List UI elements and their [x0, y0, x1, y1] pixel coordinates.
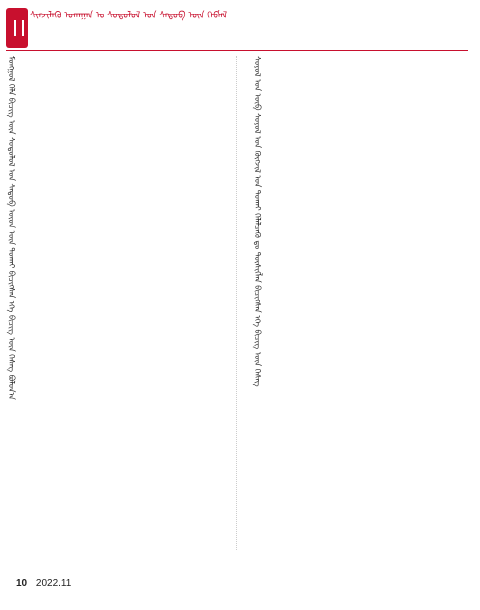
- column-gutter: [236, 56, 237, 550]
- running-header: ᠰᠢᠨᠵᠢᠯᠡᠬᠦ ᠤᠬᠠᠭᠠᠨ ᠤ ᠰᠣᠳᠤᠯᠤᠯ ᠤᠨ ᠰᠡᠳᠦᠪ ᠦᠨ ᠬᠡᠪᠯᠡᠯ: [30, 11, 228, 21]
- header-rule: [6, 50, 468, 51]
- issue-date: 2022.11: [35, 578, 72, 589]
- left-text-column: ᠮᠣᠩᠭᠣᠯ ᠬᠡᠯᠡ ᠪᠢᠴᠢᠭ ᠦᠨ ᠰᠣᠳᠤᠯᠤᠯ ᠤᠨ ᠰᠡᠳᠦᠪ ᠦᠳ ᠦᠨ ᠲᠤᠬᠠᠢ ᠪᠢᠴᠢᠭᠰᠡᠨ ᠡᠬᠡ ᠪᠢᠴᠢᠭ ᠦᠨ ᠬᠡᠰᠡᠭ ᠪᠣᠯᠤᠨ᠎ᠠ: [7, 56, 16, 400]
- mongolian-script-glyph-icon: [14, 20, 24, 36]
- right-text-column: ᠰᠣᠶᠣᠯ ᠤᠨ ᠦᠪ ᠰᠣᠶᠣᠯ ᠤᠨ ᠬᠦᠭᠵᠢᠯ ᠤᠨ ᠲᠤᠬᠠᠢ ᠬᠡᠯᠡᠯᠴᠡᠬᠦ ᠳᠤ ᠲᠦᠰᠢᠭᠯᠡᠨ ᠪᠢᠴᠢᠭᠰᠡᠨ ᠡᠬᠡ ᠪᠢᠴᠢᠭ ᠦᠨ ᠬᠡᠰᠡᠭ: [253, 56, 262, 387]
- page-footer: [16, 578, 71, 592]
- section-badge: [6, 8, 28, 48]
- page-number: 10: [16, 578, 28, 589]
